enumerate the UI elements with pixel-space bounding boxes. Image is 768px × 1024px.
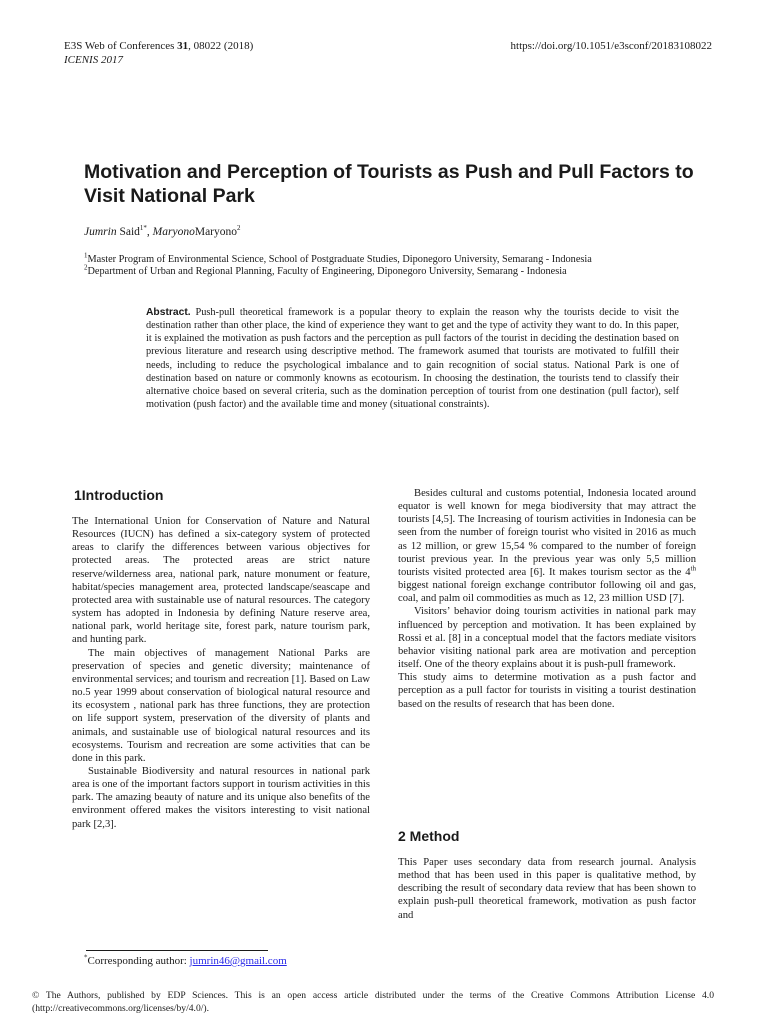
- affiliation-2-number: 2: [84, 263, 88, 272]
- footnote: [84, 955, 287, 967]
- abstract: [146, 306, 679, 411]
- affiliation-2-text: Department of Urban and Regional Planning, Faculty of Engineering, Diponegoro University, Semarang - Indonesia: [87, 266, 567, 277]
- method-column: [398, 856, 696, 922]
- license-notice: © The Authors, published by EDP Sciences. This is an open access article distributed under the terms of the Creative Commons Attribution License 4.0 (http://creativecommons.org/licenses/by/4.0/).: [32, 990, 714, 1014]
- left-column: [72, 515, 370, 831]
- author2-family-name: Maryono: [194, 226, 238, 238]
- author1-family-name: Said: [116, 226, 140, 238]
- conference-name: ICENIS 2017: [64, 54, 123, 66]
- abstract-text: Push-pull theoretical framework is a popular theory to explain the reason why the tourists decide to visit the destination rather than other place, the kind of experience they want to get and the type of activity they want to do. In this paper, it is explained the motivation as push factors and the perception as pull factors of the tourist in deciding the destination based on previous literature and research using descriptive method. The framework asumed that tourists are motivated to fulfill their needs, including to reduce the psychological imbalance and to gain recognition of social status. National Park is one of destination based on nature or commonly knowns as ecotourism. In choosing the destination, the tourists tend to classify their alternative choice based on several criteria, such as the domination perception of tourist from one destination (pull factor), self motivation (push factor) and the available time and money (situational constraints).: [146, 307, 679, 411]
- author1-given-name: Jumrin: [84, 226, 117, 238]
- author-separator: ,: [146, 226, 153, 238]
- journal-citation: [64, 40, 253, 53]
- ordinal-suffix: th: [690, 564, 696, 573]
- right-column: [398, 487, 696, 711]
- section-1-heading: 1Introduction: [74, 487, 164, 503]
- affiliation-1-number: 1: [84, 251, 88, 260]
- article-number: , 08022 (2018): [188, 40, 254, 52]
- author-list: [84, 226, 241, 238]
- author2-given-name: Maryono: [152, 226, 195, 238]
- right-paragraph-1-part-b: biggest national foreign exchange contributor following oil and gas, coal, and palm oil commodities as much as 12, 23 million USD [7].: [398, 580, 696, 605]
- corresponding-email-link[interactable]: jumrin46@gmail.com: [189, 955, 287, 967]
- right-paragraph-1-part-a: Besides cultural and customs potential, Indonesia located around equator is well known for mega biodiversity that may attract the tourists [4,5]. The Increasing of tourism activities in Indonesia can be seen from the number of foreign tourist who visited in 2016 as much as 12 million, or grew 15,54 % compared to the number of foreign tourist previous year. In the previous year was only 5,5 million tourists visited protected area [6]. It makes tourism sector as the 4: [398, 488, 696, 578]
- footnote-rule: [86, 950, 268, 951]
- abstract-label: Abstract.: [146, 307, 191, 318]
- right-paragraph-3: This study aims to determine motivation as a push factor and perception as a pull factor for tourists in visiting a tourist destination based on the results of research that has been done.: [398, 672, 696, 710]
- journal-volume: 31: [177, 40, 189, 52]
- affiliation-2: [84, 265, 567, 278]
- footnote-mark: *: [84, 953, 88, 962]
- footnote-label: Corresponding author:: [87, 955, 190, 967]
- method-paragraph-1: This Paper uses secondary data from research journal. Analysis method that has been used in this paper is qualitative method, by describing the result of secondary data review that has been shown to explain push-pull theoretical framework, motivation as push factor and: [398, 857, 696, 921]
- intro-paragraph-1: The International Union for Conservation of Nature and Natural Resources (IUCN) has defined a six-category system of protected areas to clarify the differences between various objectives for protected areas. The protected areas are strict nature reserve/wilderness area, national park, nature monument or feature, habitat/species management area, protected landscape/seascape and protected area with sustainable use of natural resources. The category system has adopted in Indonesia by defining Nature reserve area, national park, world heritage site, forest park, nature tourism park, and hunting park.: [72, 516, 370, 646]
- paper-title: Motivation and Perception of Tourists as Push and Pull Factors to Visit National Park: [84, 161, 694, 207]
- right-paragraph-1: [398, 487, 696, 605]
- author2-affil-mark: 2: [237, 224, 241, 233]
- section-2-heading: 2 Method: [398, 828, 460, 844]
- affiliation-1-text: Master Program of Environmental Science, School of Postgraduate Studies, Diponegoro University, Semarang - Indonesia: [87, 254, 592, 265]
- intro-paragraph-2: The main objectives of management National Parks are preservation of species and genetic diversity; maintenance of environmental services; and tourism and recreation [1]. Based on Law no.5 year 1999 about conservation of biological natural resource and its ecosystem , national park has three functions, they are protection on life support system, preservation of the diversity of plants and animals, and sustainable use of biological natural resources and its ecosystems. Tourism and recreation are some activities that can be done in this park.: [72, 647, 370, 764]
- right-paragraph-2: Visitors’ behavior doing tourism activities in national park may influenced by perception and motivation. It has been explained by Rossi et al. [8] in a conceptual model that the factors mediate visitors behavior visiting national park area are motivation and perception itself. One of the theory explains about it is push-pull framework.: [398, 606, 696, 671]
- doi-link[interactable]: https://doi.org/10.1051/e3sconf/20183108022: [510, 40, 712, 52]
- author1-affil-mark: 1*: [139, 224, 147, 233]
- intro-paragraph-3: Sustainable Biodiversity and natural resources in national park area is one of the important factors support in tourism activities in this park. The amazing beauty of nature and its unique also benefits of the environment offered makes the visitors interesting to visit national park [2,3].: [72, 765, 370, 830]
- journal-name: E3S Web of Conferences: [64, 40, 178, 52]
